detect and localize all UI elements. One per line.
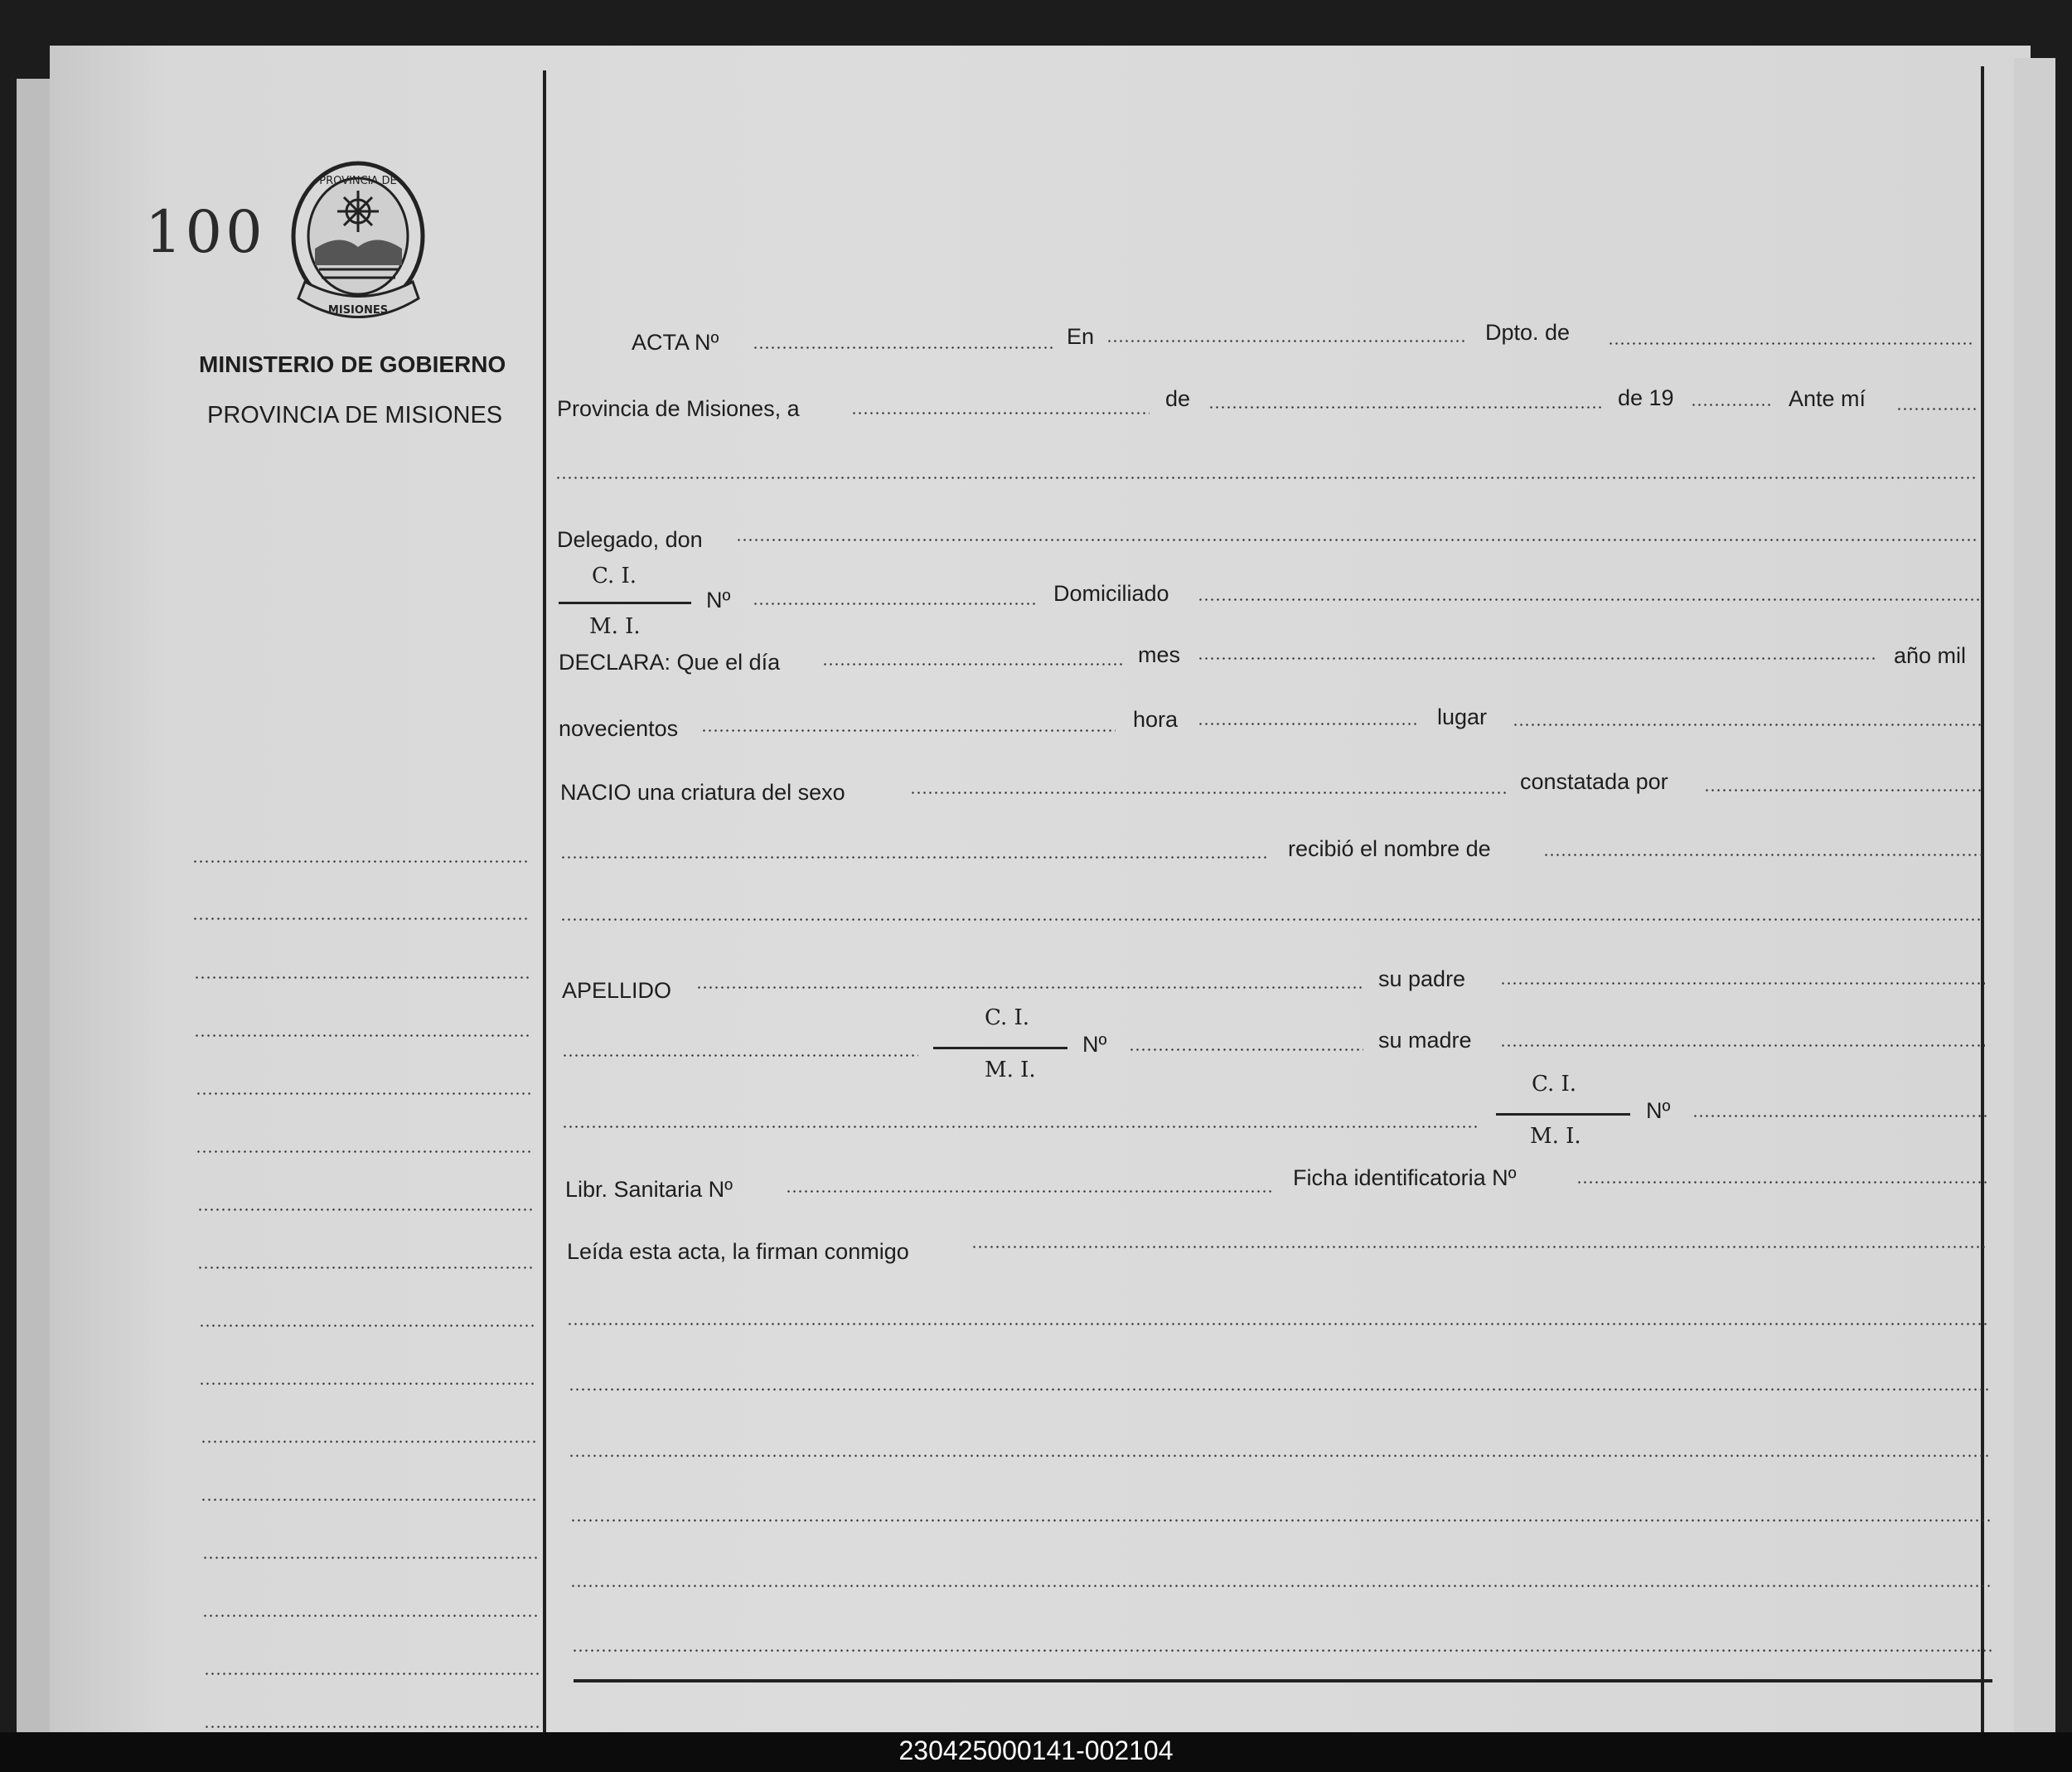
su-padre-field[interactable] [1500,982,1985,985]
de-19-label: de 19 [1618,385,1674,410]
su-padre-label: su padre [1378,966,1466,991]
nombre-field[interactable] [1543,854,1984,856]
birth-month-field[interactable] [1198,657,1877,660]
hora-label: hora [1133,707,1179,732]
margin-line[interactable] [199,1382,535,1385]
en-label: En [1067,324,1095,349]
ci-label-father: C. I. [985,1005,1030,1030]
province-title: PROVINCIA DE MISIONES [207,402,503,428]
margin-line[interactable] [201,1440,536,1443]
ci-mi-divider-mother [1496,1113,1630,1116]
mi-label-mother: M. I. [1530,1124,1581,1149]
constatada-continued-field[interactable] [560,856,1269,859]
provincia-label: Provincia de Misiones, a [557,396,800,421]
ficha-label: Ficha identificatoria Nº [1293,1165,1517,1190]
margin-line[interactable] [204,1673,540,1675]
recibio-label: recibió el nombre de [1288,836,1491,861]
dpto-field[interactable] [1608,342,1974,345]
libr-sanitaria-field[interactable] [786,1190,1275,1193]
ci-label-mother: C. I. [1532,1072,1577,1097]
nacio-label: NACIO una criatura del sexo [560,780,845,805]
provincial-seal-icon [282,157,435,327]
margin-line[interactable] [192,860,528,863]
footer-code: 230425000141-002104 [898,1736,1174,1765]
constatada-label: constatada por [1520,769,1668,794]
constatada-field[interactable] [1704,789,1982,792]
ci-label: C. I. [592,564,637,588]
margin-line[interactable] [197,1266,533,1269]
mes-label: mes [1138,642,1181,667]
signature-line[interactable] [570,1519,1992,1522]
margin-line[interactable] [204,1726,540,1728]
margin-line[interactable] [197,1208,533,1211]
margin-line[interactable] [192,917,528,920]
de-label: de [1165,386,1191,411]
birth-year-field[interactable] [701,729,1116,732]
lugar-field[interactable] [1513,724,1982,726]
signature-line[interactable] [567,1323,1989,1325]
su-madre-field[interactable] [1500,1044,1985,1047]
margin-line[interactable] [194,1034,530,1037]
margin-line[interactable] [196,1150,531,1153]
delegado-label: Delegado, don [557,527,703,552]
margin-line[interactable] [201,1498,536,1501]
lugar-label: lugar [1437,704,1488,729]
padre-document-field[interactable] [1129,1048,1363,1051]
su-madre-label: su madre [1378,1028,1472,1053]
margin-line[interactable] [202,1615,538,1617]
no-label-father: Nº [1082,1032,1107,1057]
no-label-mother: Nº [1646,1098,1671,1123]
nombre-continued-field[interactable] [560,918,1984,921]
page-stack-edge-right [2014,58,2055,1732]
en-field[interactable] [1106,340,1467,342]
acta-label: ACTA Nº [632,330,719,355]
birth-day-field[interactable] [822,663,1123,666]
ante-mi-field[interactable] [1896,408,1978,410]
dpto-label: Dpto. de [1485,320,1571,345]
ficha-field[interactable] [1576,1181,1987,1184]
apellido-field[interactable] [696,986,1363,989]
year-field[interactable] [1691,404,1774,406]
no-label: Nº [706,588,731,612]
apellido-label: APELLIDO [562,978,672,1003]
document-number-field[interactable] [753,603,1038,605]
signature-line[interactable] [572,1649,1994,1652]
delegado-field[interactable] [736,539,1978,541]
margin-line[interactable] [194,976,530,979]
date-month-field[interactable] [1208,406,1602,409]
left-margin-rule [543,70,546,1732]
signature-line[interactable] [569,1388,1991,1391]
ministry-title: MINISTERIO DE GOBIERNO [199,351,506,377]
leida-label: Leída esta acta, la firman conmigo [567,1239,909,1264]
acta-number-field[interactable] [753,346,1053,349]
date-day-field[interactable] [851,412,1150,414]
page-number: 100 [145,198,266,266]
ano-mil-label: año mil [1894,643,1967,668]
domiciliado-label: Domiciliado [1053,581,1169,606]
margin-line[interactable] [199,1324,535,1327]
novecientos-label: novecientos [559,716,679,741]
firmantes-field[interactable] [971,1246,1988,1248]
madre-document-field[interactable] [1692,1115,1987,1117]
ante-mi-label: Ante mí [1789,386,1866,411]
margin-line[interactable] [202,1557,538,1559]
page-stack-edge [17,79,50,1732]
signature-line[interactable] [569,1455,1991,1457]
official-name-line[interactable] [555,477,1977,479]
svg-text:MISIONES: MISIONES [327,304,389,317]
ci-mi-divider [559,602,691,604]
mi-label: M. I. [589,614,641,639]
padre-continued-field[interactable] [562,1054,918,1057]
signature-line[interactable] [570,1585,1992,1587]
madre-continued-field[interactable] [562,1126,1480,1128]
sexo-field[interactable] [910,792,1507,794]
svg-text:PROVINCIA DE: PROVINCIA DE [319,175,397,187]
ci-mi-divider-father [933,1047,1067,1049]
declara-label: DECLARA: Que el día [559,650,781,675]
bottom-rule [574,1679,1992,1682]
hora-field[interactable] [1198,723,1417,725]
libr-sanitaria-label: Libr. Sanitaria Nº [565,1177,733,1202]
mi-label-father: M. I. [985,1058,1036,1082]
margin-line[interactable] [196,1092,531,1095]
right-margin-rule [1981,66,1984,1732]
domiciliado-field[interactable] [1198,598,1979,601]
